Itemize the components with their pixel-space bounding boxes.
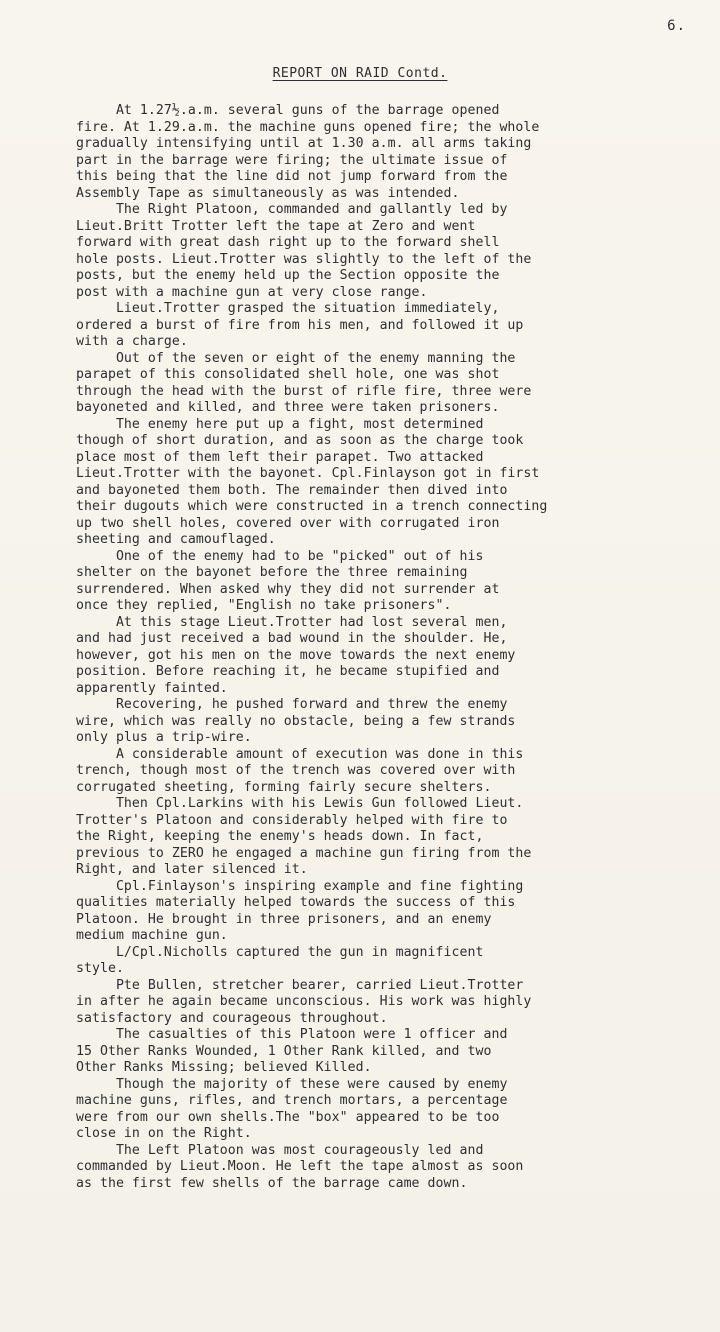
text-line: however, got his men on the move towards the next enemy [76,647,516,663]
text-line: in after he again became unconscious. His work was highly [76,994,532,1009]
text-line: Other Ranks Missing; believed Killed. [76,1060,372,1075]
text-line: satisfactory and courageous throughout. [76,1010,388,1026]
text-line: through the head with the burst of rifle fire, three were [76,383,532,399]
text-line: part in the barrage were firing; the ultimate issue of [76,152,508,168]
text-line: previous to ZERO he engaged a machine gun firing from the [76,845,532,861]
text-line: Then Cpl.Larkins with his Lewis Gun followed Lieut. [76,796,524,811]
text-line: style. [76,961,124,976]
text-line: Pte Bullen, stretcher bearer, carried Lieut.Trotter [76,977,524,993]
text-line: A considerable amount of execution was done in this [76,746,524,762]
text-line: Though the majority of these were caused by enemy [76,1076,508,1092]
text-line: apparently fainted. [76,680,228,696]
text-line: this being that the line did not jump forward from the [76,169,508,184]
report-heading [0,66,720,81]
text-line: corrugated sheeting, forming fairly secure shelters. [76,779,492,795]
text-line: Out of the seven or eight of the enemy manning the [76,350,516,366]
text-line: position. Before reaching it, he became stupified and [76,664,500,679]
text-line: the Right, keeping the enemy's heads down. In fact, [76,829,484,844]
text-line: medium machine gun. [76,928,228,943]
text-line: forward with great dash right up to the forward shell [76,235,500,250]
text-line: though of short duration, and as soon as the charge took [76,433,524,448]
text-line: Cpl.Finlayson's inspiring example and fine fighting [76,878,524,894]
text-line: surrendered. When asked why they did not surrender at [76,581,500,597]
text-line: ordered a burst of fire from his men, and followed it up [76,317,524,333]
text-line: posts, but the enemy held up the Section opposite the [76,268,500,283]
text-line: once they replied, "English no take prisoners". [76,598,452,613]
text-line: commanded by Lieut.Moon. He left the tape almost as soon [76,1159,524,1174]
text-line: At this stage Lieut.Trotter had lost several men, [76,614,508,630]
text-line: At 1.27½.a.m. several guns of the barrage opened [76,103,500,118]
text-line: Right, and later silenced it. [76,862,308,877]
text-line: and had just received a bad wound in the shoulder. He, [76,631,508,646]
text-line: The enemy here put up a fight, most determined [76,416,484,432]
text-line: Lieut.Trotter with the bayonet. Cpl.Finlayson got in first [76,466,540,481]
text-line: parapet of this consolidated shell hole, one was shot [76,367,500,382]
text-line: only plus a trip-wire. [76,730,252,745]
text-line: 15 Other Ranks Wounded, 1 Other Rank killed, and two [76,1043,492,1059]
text-line: post with a machine gun at very close range. [76,284,428,300]
text-line: L/Cpl.Nicholls captured the gun in magnificent [76,944,484,960]
text-line: close in on the Right. [76,1126,252,1141]
text-line: shelter on the bayonet before the three remaining [76,565,468,580]
text-line: qualities materially helped towards the success of this [76,895,516,910]
text-line: The Right Platoon, commanded and gallantly led by [76,202,508,217]
text-line: machine guns, rifles, and trench mortars, a percentage [76,1093,508,1108]
text-line: The Left Platoon was most courageously led and [76,1142,484,1158]
report-heading-text: REPORT ON RAID Contd. [272,66,448,81]
text-line: hole posts. Lieut.Trotter was slightly to the left of the [76,251,532,267]
page-number: 6. [667,18,686,34]
text-line: wire, which was really no obstacle, being a few strands [76,713,516,729]
text-line: Recovering, he pushed forward and threw the enemy [76,697,508,712]
text-line: bayoneted and killed, and three were taken prisoners. [76,400,500,415]
text-line: The casualties of this Platoon were 1 officer and [76,1027,508,1042]
text-line: Lieut.Britt Trotter left the tape at Zero and went [76,218,476,234]
text-line: gradually intensifying until at 1.30 a.m. all arms taking [76,136,532,151]
report-body [76,103,706,1192]
text-line: Trotter's Platoon and considerably helped with fire to [76,812,508,828]
text-line: One of the enemy had to be "picked" out of his [76,548,484,564]
text-line: up two shell holes, covered over with corrugated iron [76,515,500,531]
text-line: sheeting and camouflaged. [76,532,276,547]
text-line: were from our own shells.The "box" appeared to be too [76,1109,500,1125]
text-line: place most of them left their parapet. Two attacked [76,449,484,465]
text-line: their dugouts which were constructed in a trench connecting [76,499,548,514]
text-line: fire. At 1.29.a.m. the machine guns opened fire; the whole [76,119,540,135]
text-line: and bayoneted them both. The remainder then dived into [76,482,508,498]
text-line: Assembly Tape as simultaneously as was intended. [76,185,460,201]
text-line: Platoon. He brought in three prisoners, and an enemy [76,911,492,927]
text-line: Lieut.Trotter grasped the situation immediately, [76,301,500,316]
text-line: trench, though most of the trench was covered over with [76,763,516,778]
text-line: as the first few shells of the barrage came down. [76,1175,468,1191]
text-line: with a charge. [76,334,188,349]
